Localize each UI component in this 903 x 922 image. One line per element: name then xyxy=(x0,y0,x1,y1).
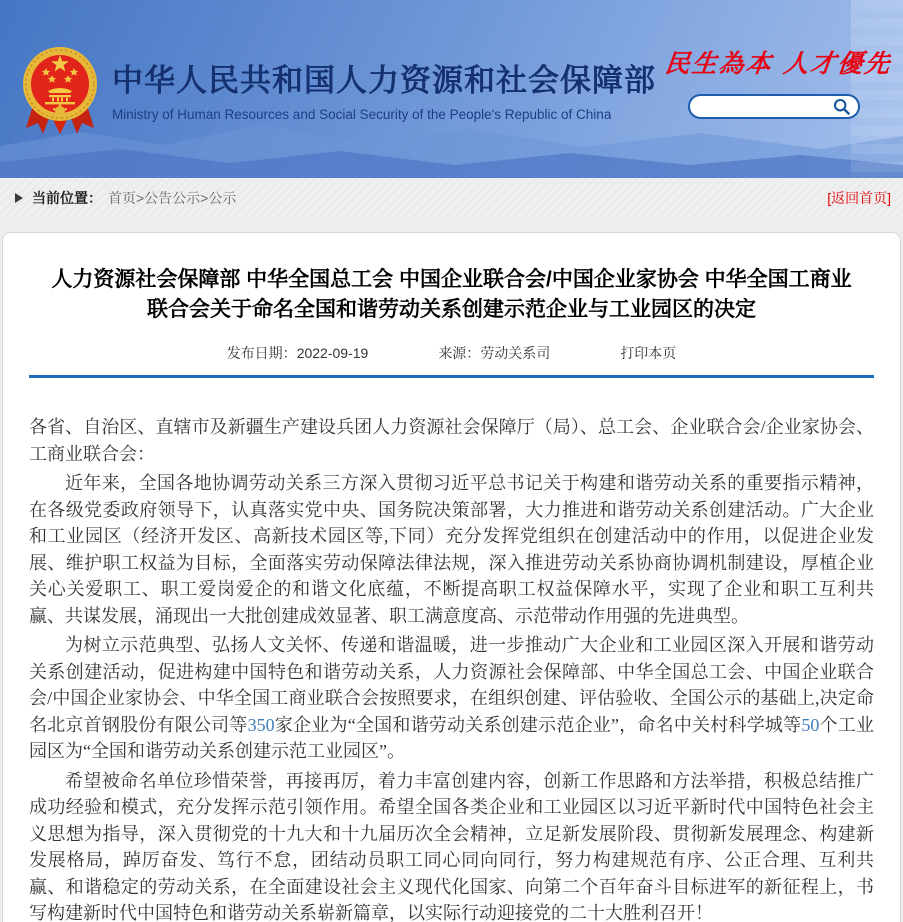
great-wall-watermark xyxy=(851,0,903,178)
site-header xyxy=(0,0,903,178)
search-icon[interactable] xyxy=(833,98,851,116)
decision-text-3: 个工业园区为“全国和谐劳动关系创建示范工业园区”。 xyxy=(29,714,875,761)
site-title-en: Ministry of Human Resources and Social Security of the People's Republic of China xyxy=(112,107,612,122)
source-value: 劳动关系司 xyxy=(480,345,551,361)
source-label: 来源： xyxy=(438,345,481,361)
publish-date-label: 发布日期： xyxy=(226,345,297,361)
article-panel xyxy=(2,232,901,922)
search-input[interactable] xyxy=(702,99,833,114)
article-body xyxy=(29,414,874,922)
decision-text-2: 家企业为“全国和谐劳动关系创建示范企业”，命名中关村科学城等 xyxy=(274,714,802,735)
publish-date-value: 2022-09-19 xyxy=(296,345,369,361)
return-home-link[interactable]: [返回首页] xyxy=(827,190,891,206)
title-divider xyxy=(29,375,874,378)
breadcrumb-arrow-icon xyxy=(15,193,23,203)
source xyxy=(438,343,550,363)
breadcrumb-label: 当前位置： xyxy=(32,190,102,206)
park-count: 50 xyxy=(801,714,820,735)
page-gap xyxy=(0,218,903,232)
paragraph-salutation: 各省、自治区、直辖市及新疆生产建设兵团人力资源社会保障厅（局）、总工会、企业联合会/企业家协会、工商业联合会： xyxy=(29,417,874,464)
breadcrumb-path[interactable]: 首页>公告公示>公示 xyxy=(108,190,237,206)
article-meta xyxy=(29,343,874,363)
paragraph-decision xyxy=(29,632,874,765)
national-emblem xyxy=(22,42,98,138)
site-titles xyxy=(112,55,656,122)
decision-text-1: 为树立示范典型、弘扬人文关怀、传递和谐温暖，进一步推动广大企业和工业园区深入开展和谐劳动关系创建活动，促进构建中国特色和谐劳动关系，人力资源社会保障部、中华全国总工会、中国企业联合会/中国企业家协会、中华全国工商业联合会按照要求，在组织创建、评估验收、全国公示的基础上,决定命名北京首钢股份有限公司等 xyxy=(29,635,874,735)
enterprise-count: 350 xyxy=(247,714,275,735)
paragraph-hope: 希望被命名单位珍惜荣誉，再接再厉，着力丰富创建内容，创新工作思路和方法举措，积极总结推广成功经验和模式，充分发挥示范引领作用。希望全国各类企业和工业园区以习近平新时代中国特色社会主义思想为指导，深入贯彻党的十九大和十九届历次全会精神，立足新发展阶段、贯彻新发展理念、构建新发展格局，踔厉奋发、笃行不怠，团结动员职工同心同向同行，努力构建规范有序、公正合理、互利共赢、和谐稳定的劳动关系，在全面建设社会主义现代化国家、向第二个百年奋斗目标进军的新征程上，书写构建新时代中国特色和谐劳动关系崭新篇章，以实际行动迎接党的二十大胜利召开！ xyxy=(29,770,874,922)
slogan-calligraphy: 民生為本 人才優先 xyxy=(663,49,894,78)
site-title-cn: 中华人民共和国人力资源和社会保障部 xyxy=(112,63,656,98)
publish-date xyxy=(227,343,369,363)
paragraph-background: 近年来，全国各地协调劳动关系三方深入贯彻习近平总书记关于构建和谐劳动关系的重要指示精神，在各级党委政府领导下，认真落实党中央、国务院决策部署，大力推进和谐劳动关系创建活动。广大企业和工业园区（经济开发区、高新技术园区等,下同）充分发挥党组织在创建活动中的作用，以促进企业发展、维护职工权益为目标，全面落实劳动保障法律法规，深入推进劳动关系协商协调机制建设，厚植企业关心关爱职工、职工爱岗爱企的和谐文化底蕴，不断提高职工权益保障水平，实现了企业和职工互利共赢、共谋发展，涌现出一大批创建成效显著、职工满意度高、示范带动作用强的先进典型。 xyxy=(29,473,874,626)
breadcrumb-bar xyxy=(0,178,903,218)
search-box[interactable] xyxy=(688,94,860,119)
print-page-button[interactable]: 打印本页 xyxy=(620,345,677,361)
article-title: 人力资源社会保障部 中华全国总工会 中国企业联合会/中国企业家协会 中华全国工商业联合会关于命名全国和谐劳动关系创建示范企业与工业园区的决定 xyxy=(51,268,852,321)
